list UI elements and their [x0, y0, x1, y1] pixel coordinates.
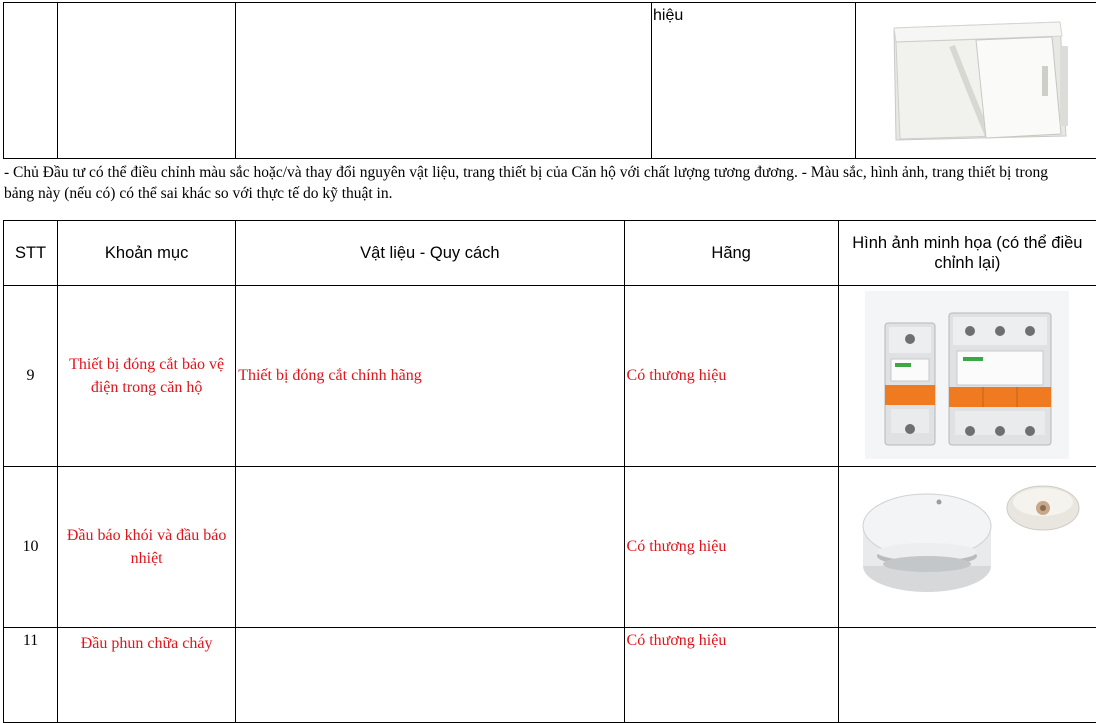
table-row — [4, 3, 1096, 159]
image-cell — [838, 286, 1096, 467]
item-cell: Đầu báo khói và đầu báo nhiệt — [58, 467, 236, 628]
smoke-detector-icon — [839, 468, 1095, 626]
image-cell — [838, 467, 1096, 628]
stt-cell: 11 — [4, 628, 58, 723]
brand-fragment: hiệu — [652, 3, 855, 25]
item-cell — [58, 3, 236, 159]
spec-cell: Thiết bị đóng cắt chính hãng — [236, 286, 624, 467]
brand-cell: Có thương hiệu — [624, 467, 838, 628]
image-cell — [838, 628, 1096, 723]
spec-cell — [236, 467, 624, 628]
spec-cell — [236, 628, 624, 723]
brand-cell: Có thương hiệu — [624, 286, 838, 467]
table-header-row — [4, 221, 1096, 286]
header-image: Hình ảnh minh họa (có thể điều chỉnh lại) — [838, 221, 1096, 286]
brand-cell — [652, 3, 856, 159]
top-table-fragment — [3, 2, 1096, 159]
table-row — [4, 467, 1096, 628]
table-row — [4, 628, 1096, 723]
header-stt: STT — [4, 221, 58, 286]
equipment-table — [3, 220, 1096, 723]
disclaimer-note: - Chủ Đầu tư có thể điều chỉnh màu sắc hoặc/và thay đổi nguyên vật liệu, trang thiết bị của Căn hộ với chất lượng tương đương. - Màu sắc, hình ảnh, trang thiết bị trong bảng này (nếu có) có thể sai khác so với thực tế do kỹ thuật in. — [4, 162, 1064, 204]
panel-box-icon — [856, 6, 1096, 156]
stt-cell: 9 — [4, 286, 58, 467]
spec-cell — [236, 3, 652, 159]
stt-cell: 10 — [4, 467, 58, 628]
item-cell: Đầu phun chữa cháy — [58, 628, 236, 723]
header-spec: Vật liệu - Quy cách — [236, 221, 624, 286]
brand-cell: Có thương hiệu — [624, 628, 838, 723]
header-brand: Hãng — [624, 221, 838, 286]
circuit-breaker-icon — [839, 287, 1095, 465]
table-row — [4, 286, 1096, 467]
item-cell: Thiết bị đóng cắt bảo vệ điện trong căn hộ — [58, 286, 236, 467]
stt-cell — [4, 3, 58, 159]
image-cell — [856, 3, 1096, 159]
header-item: Khoản mục — [58, 221, 236, 286]
